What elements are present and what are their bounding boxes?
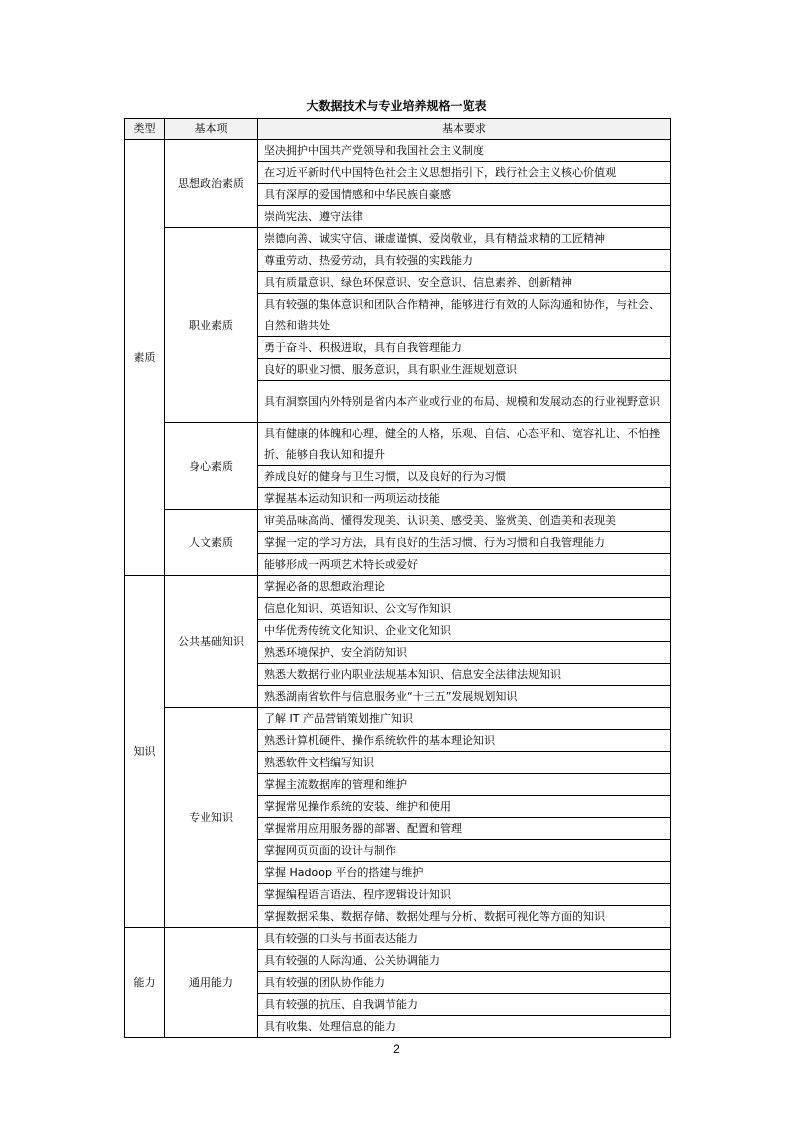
table-row	[125, 576, 671, 598]
table-row	[125, 140, 671, 162]
requirement-cell: 具有深厚的爱国情感和中华民族自豪感	[258, 184, 671, 206]
document-title: 大数据技术与专业培养规格一览表	[306, 99, 487, 113]
requirement-cell: 在习近平新时代中国特色社会主义思想指引下，践行社会主义核心价值观	[258, 162, 671, 184]
requirement-cell: 掌握一定的学习方法，具有良好的生活习惯、行为习惯和自我管理能力	[258, 532, 671, 554]
requirement-cell: 掌握常用应用服务器的部署、配置和管理	[258, 818, 671, 840]
requirement-cell: 坚决拥护中国共产党领导和我国社会主义制度	[258, 140, 671, 162]
requirement-cell: 具有健康的体魄和心理、健全的人格，乐观、自信、心态平和、宽容礼让、不怕挫折、能够自我认知和提升	[258, 423, 671, 466]
requirement-cell: 熟悉大数据行业内职业法规基本知识、信息安全法律法规知识	[258, 664, 671, 686]
table-row	[125, 423, 671, 466]
requirement-cell: 具有较强的集体意识和团队合作精神，能够进行有效的人际沟通和协作，与社会、自然和谐共处	[258, 294, 671, 337]
specification-table	[124, 118, 671, 1038]
requirement-cell: 中华优秀传统文化知识、企业文化知识	[258, 620, 671, 642]
table-row	[125, 510, 671, 532]
requirement-cell: 具有较强的团队协作能力	[258, 972, 671, 994]
table-row	[125, 708, 671, 730]
header-type: 类型	[125, 119, 165, 140]
requirement-cell: 崇德向善、诚实守信、谦虚谨慎、爱岗敬业，具有精益求精的工匠精神	[258, 228, 671, 250]
requirement-cell: 掌握编程语言语法、程序逻辑设计知识	[258, 884, 671, 906]
requirement-cell: 尊重劳动、热爱劳动，具有较强的实践能力	[258, 250, 671, 272]
requirement-cell: 掌握常见操作系统的安装、维护和使用	[258, 796, 671, 818]
requirement-cell: 崇尚宪法、遵守法律	[258, 206, 671, 228]
requirement-cell: 掌握数据采集、数据存储、数据处理与分析、数据可视化等方面的知识	[258, 906, 671, 928]
item-cell: 身心素质	[165, 423, 258, 510]
requirement-cell: 掌握基本运动知识和一两项运动技能	[258, 488, 671, 510]
requirement-cell: 具有洞察国内外特别是省内本产业或行业的布局、规模和发展动态的行业视野意识	[258, 381, 671, 423]
requirement-cell: 养成良好的健身与卫生习惯，以及良好的行为习惯	[258, 466, 671, 488]
requirement-cell: 了解 IT 产品营销策划推广知识	[258, 708, 671, 730]
requirement-cell: 掌握 Hadoop 平台的搭建与维护	[258, 862, 671, 884]
requirement-cell: 具有收集、处理信息的能力	[258, 1016, 671, 1038]
header-item: 基本项	[165, 119, 258, 140]
requirement-cell: 掌握必备的思想政治理论	[258, 576, 671, 598]
table-row	[125, 228, 671, 250]
item-cell: 人文素质	[165, 510, 258, 576]
requirement-cell: 熟悉环境保护、安全消防知识	[258, 642, 671, 664]
header-requirement: 基本要求	[258, 119, 671, 140]
requirement-cell: 熟悉湖南省软件与信息服务业“十三五”发展规划知识	[258, 686, 671, 708]
requirement-cell: 具有较强的抗压、自我调节能力	[258, 994, 671, 1016]
requirement-cell: 掌握主流数据库的管理和维护	[258, 774, 671, 796]
item-cell: 思想政治素质	[165, 140, 258, 228]
category-cell: 知识	[125, 576, 165, 928]
requirement-cell: 具有较强的口头与书面表达能力	[258, 928, 671, 950]
page-number: 2	[393, 1042, 400, 1056]
category-cell: 素质	[125, 140, 165, 576]
table-body	[125, 140, 671, 1038]
item-cell: 通用能力	[165, 928, 258, 1038]
item-cell: 专业知识	[165, 708, 258, 928]
requirement-cell: 具有较强的人际沟通、公关协调能力	[258, 950, 671, 972]
item-cell: 职业素质	[165, 228, 258, 423]
item-cell: 公共基础知识	[165, 576, 258, 708]
requirement-cell: 具有质量意识、绿色环保意识、安全意识、信息素养、创新精神	[258, 272, 671, 294]
requirement-cell: 熟悉软件文档编写知识	[258, 752, 671, 774]
requirement-cell: 能够形成一两项艺术特长或爱好	[258, 554, 671, 576]
requirement-cell: 熟悉计算机硬件、操作系统软件的基本理论知识	[258, 730, 671, 752]
requirement-cell: 良好的职业习惯、服务意识，具有职业生涯规划意识	[258, 359, 671, 381]
requirement-cell: 信息化知识、英语知识、公文写作知识	[258, 598, 671, 620]
category-cell: 能力	[125, 928, 165, 1038]
requirement-cell: 审美品味高尚、懂得发现美、认识美、感受美、鉴赏美、创造美和表现美	[258, 510, 671, 532]
table-header-row	[125, 119, 671, 140]
table-row	[125, 928, 671, 950]
requirement-cell: 掌握网页页面的设计与制作	[258, 840, 671, 862]
requirement-cell: 勇于奋斗、积极进取，具有自我管理能力	[258, 337, 671, 359]
